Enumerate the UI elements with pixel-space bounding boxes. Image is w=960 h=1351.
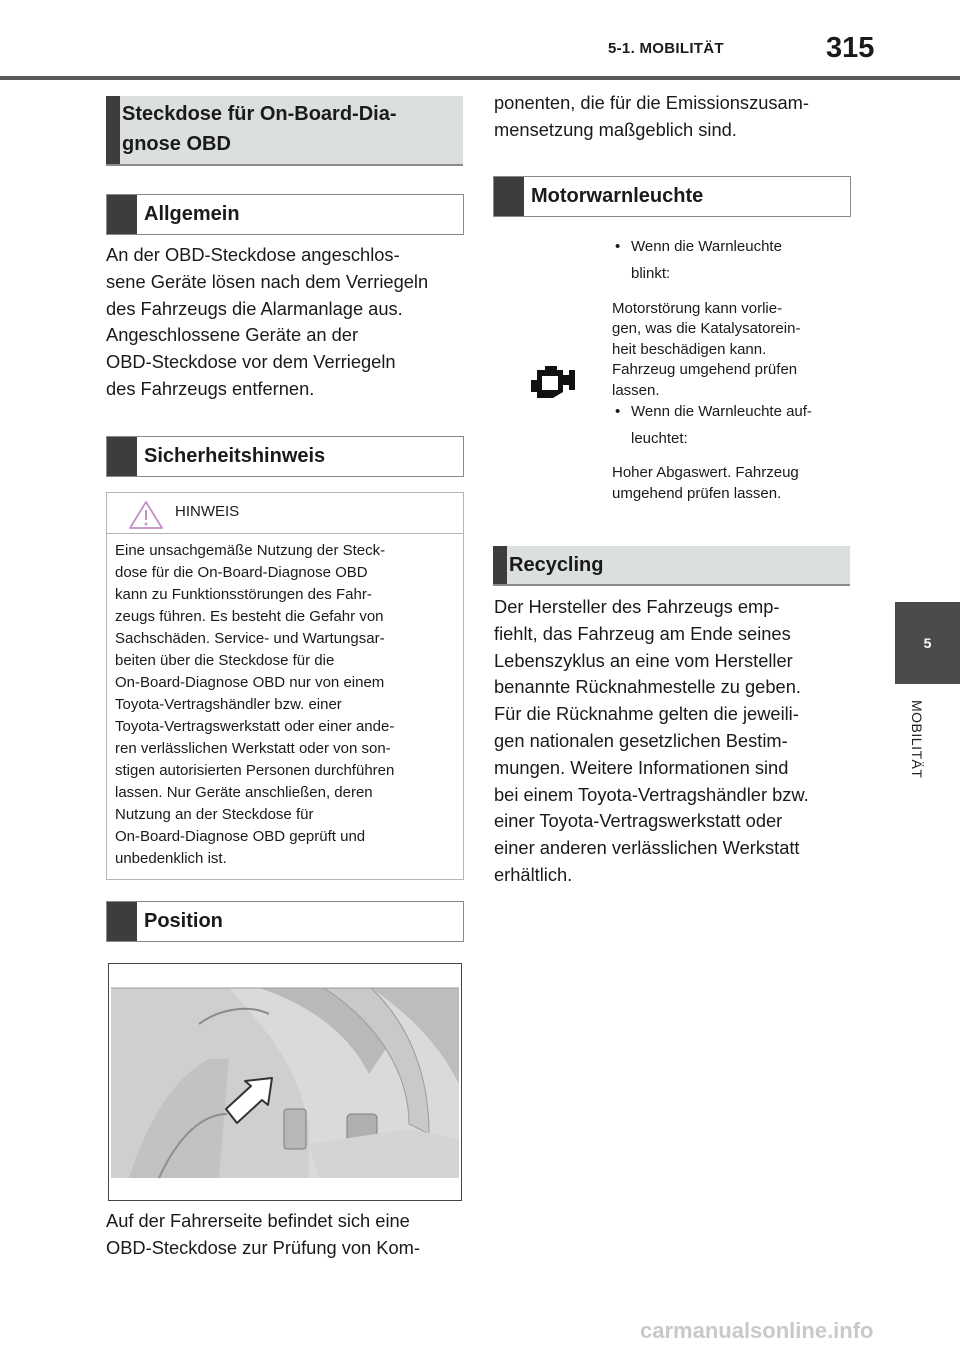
motor-warning-text: • Wenn die Warnleuchte blinkt: Motorstörung kann vorlie- gen, was die Katalysatorein- heit beschädigen kann. Fahrzeug umgehend prüfen lassen. • Wenn die Warnleuchte auf- leuchtet: Hoher Abgaswert. Fahrzeug umgehend prüfen lassen. (612, 236, 852, 504)
notice-text: Eine unsachgemäße Nutzung der Steck- dose für die On-Board-Diagnose OBD kann zu Funktionsstörungen des Fahr- zeugs führen. Es besteht die Gefahr von Sachschäden. Service- und Wartungsar- beiten über die Steckdose für die On-Board-Diagnose OBD nur von einem Toyota-Vertragshändler bzw. einer Toyota-Vertragswerkstatt oder einer ande- ren verlässlichen Werkstatt oder von son- stigen autorisierten Personen durchführen lassen. Nur Geräte anschließen, deren Nutzung an der Steckdose für On-Board-Diagnose OBD geprüft und unbedenklich ist. (115, 542, 395, 867)
heading-allgemein: Allgemein (106, 194, 464, 235)
warning-triangle-icon (128, 500, 164, 530)
main-heading: Steckdose für On-Board-Dia- gnose OBD (122, 103, 397, 155)
engine-warning-icon (527, 364, 577, 400)
bullet-leuchtet: • Wenn die Warnleuchte auf- (615, 403, 812, 421)
allgemein-text: An der OBD-Steckdose angeschlos- sene Geräte lösen nach dem Verriegeln des Fahrzeugs die Alarmanlage aus. Angeschlossene Geräte an der OBD-Steckdose vor dem Verriegeln des Fahrzeugs entfernen. (106, 244, 429, 399)
page-number: 315 (826, 32, 875, 64)
heading-sicherheitshinweis: Sicherheitshinweis (106, 436, 464, 477)
motor-text-2: Hoher Abgaswert. Fahrzeug umgehend prüfen lassen. (612, 464, 799, 503)
watermark: carmanualsonline.info (640, 1318, 874, 1343)
motor-text-1: Motorstörung kann vorlie- gen, was die Katalysatorein- heit beschädigen kann. Fahrzeug umgehend prüfen lassen. (612, 300, 801, 399)
obd-position-illustration (108, 963, 462, 1201)
chapter-tab[interactable]: 5 (895, 602, 960, 684)
recycling-text: Der Hersteller des Fahrzeugs emp- fiehlt, das Fahrzeug am Ende seines Lebenszyklus an eine vom Hersteller benannte Rücknahmestelle zu geben. Für die Rücknahme gelten die jeweili- gen nationalen gesetzlichen Bestim- mungen. Weitere Informationen sind bei einem Toyota-Vertragshändler bzw. einer Toyota-Vertragswerkstatt oder einer anderen verlässlichen Werkstatt erhältlich. (494, 596, 809, 885)
heading-recycling: Recycling (493, 546, 850, 586)
footwell-illustration (109, 964, 461, 1200)
heading-position: Position (106, 901, 464, 942)
bullet-blinkt: • Wenn die Warnleuchte (615, 238, 782, 255)
continuation-text: ponenten, die für die Emissionszusam- mensetzung maßgeblich sind. (494, 92, 810, 140)
position-caption: Auf der Fahrerseite befindet sich eine OBD-Steckdose zur Prüfung von Kom- (106, 1210, 420, 1258)
header-rule (0, 76, 960, 80)
notice-box (106, 492, 464, 880)
section-title: 5-1. MOBILITÄT (608, 40, 724, 57)
notice-title: HINWEIS (175, 503, 240, 520)
heading-motorwarnleuchte: Motorwarnleuchte (493, 176, 851, 217)
main-heading-box (106, 96, 463, 166)
chapter-label: MOBILITÄT (909, 700, 925, 779)
